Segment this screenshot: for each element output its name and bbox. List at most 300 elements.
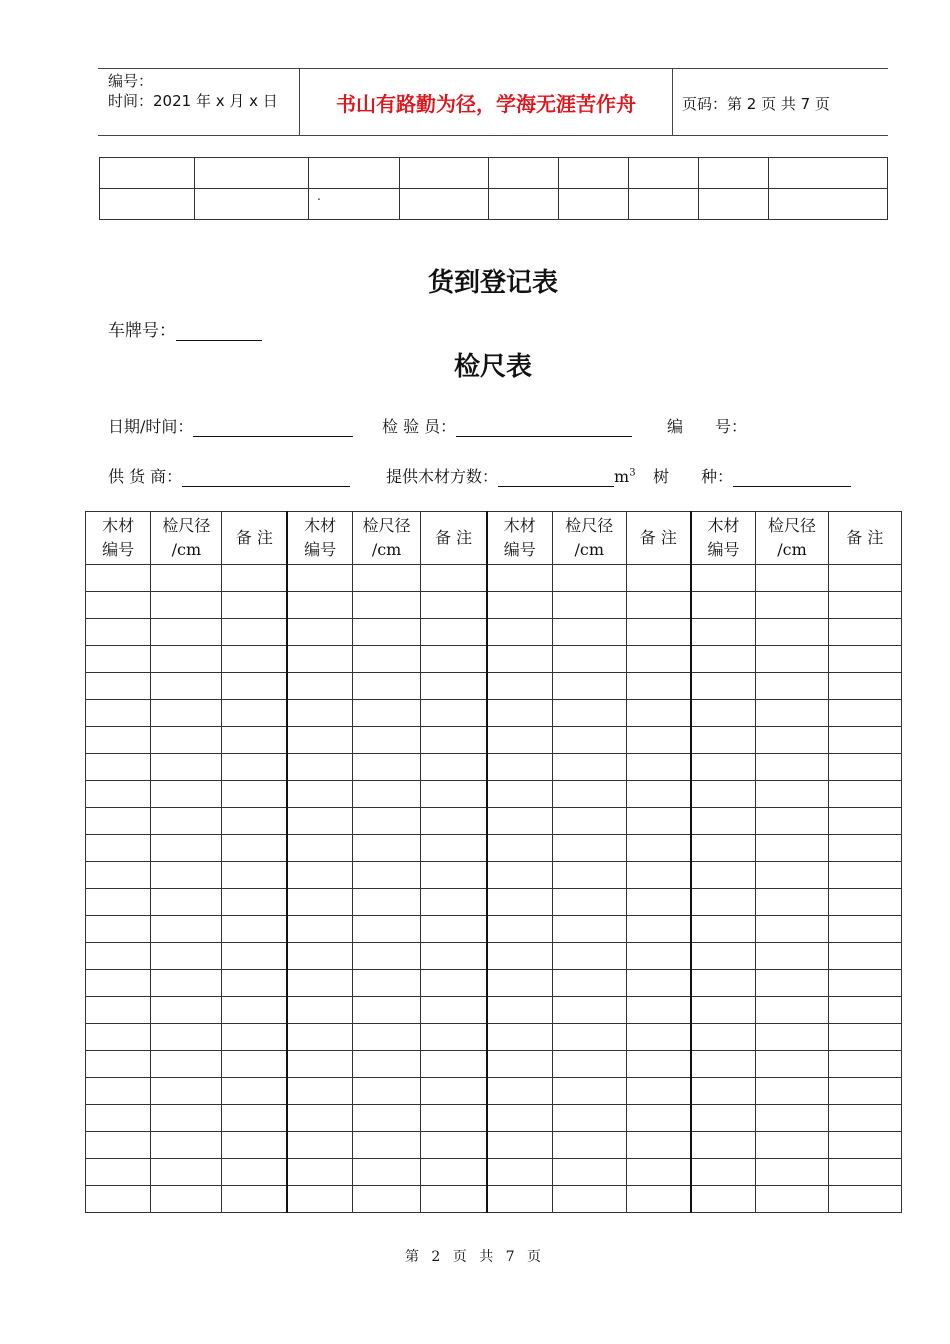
table-cell[interactable] bbox=[352, 700, 420, 727]
table-cell[interactable] bbox=[626, 1051, 690, 1078]
table-cell[interactable] bbox=[100, 158, 195, 189]
table-cell[interactable] bbox=[691, 754, 756, 781]
table-cell[interactable] bbox=[86, 1051, 151, 1078]
table-cell[interactable] bbox=[287, 1051, 352, 1078]
table-cell[interactable] bbox=[552, 970, 626, 997]
table-cell[interactable] bbox=[86, 889, 151, 916]
table-cell[interactable] bbox=[421, 889, 487, 916]
table-cell[interactable] bbox=[151, 1051, 222, 1078]
table-cell[interactable] bbox=[552, 1159, 626, 1186]
table-cell[interactable] bbox=[86, 619, 151, 646]
table-cell[interactable] bbox=[352, 835, 420, 862]
table-cell[interactable] bbox=[421, 1078, 487, 1105]
table-cell[interactable] bbox=[352, 916, 420, 943]
table-cell[interactable] bbox=[86, 673, 151, 700]
table-cell[interactable] bbox=[287, 1132, 352, 1159]
table-cell[interactable] bbox=[352, 1105, 420, 1132]
table-cell[interactable] bbox=[756, 673, 828, 700]
table-cell[interactable] bbox=[352, 943, 420, 970]
table-cell[interactable] bbox=[287, 1186, 352, 1213]
table-cell[interactable] bbox=[691, 673, 756, 700]
table-cell[interactable] bbox=[86, 997, 151, 1024]
table-cell[interactable] bbox=[489, 189, 559, 220]
table-cell[interactable] bbox=[86, 1024, 151, 1051]
table-cell[interactable] bbox=[86, 1132, 151, 1159]
table-cell[interactable] bbox=[86, 1186, 151, 1213]
table-cell[interactable] bbox=[421, 970, 487, 997]
table-cell[interactable] bbox=[756, 916, 828, 943]
table-cell[interactable] bbox=[828, 1024, 901, 1051]
table-cell[interactable] bbox=[828, 889, 901, 916]
date-input-line[interactable] bbox=[193, 418, 353, 437]
table-cell[interactable] bbox=[86, 1105, 151, 1132]
table-cell[interactable] bbox=[352, 1186, 420, 1213]
table-cell[interactable] bbox=[691, 1186, 756, 1213]
table-cell[interactable] bbox=[626, 1159, 690, 1186]
table-cell[interactable] bbox=[828, 997, 901, 1024]
table-cell[interactable] bbox=[421, 1024, 487, 1051]
table-cell[interactable] bbox=[287, 1159, 352, 1186]
table-cell[interactable] bbox=[828, 673, 901, 700]
table-cell[interactable] bbox=[552, 1078, 626, 1105]
table-cell[interactable] bbox=[151, 1186, 222, 1213]
table-cell[interactable] bbox=[352, 1159, 420, 1186]
table-cell[interactable] bbox=[489, 158, 559, 189]
table-cell[interactable] bbox=[756, 808, 828, 835]
table-cell[interactable] bbox=[151, 700, 222, 727]
table-cell[interactable] bbox=[222, 1159, 287, 1186]
table-cell[interactable] bbox=[222, 808, 287, 835]
table-cell[interactable] bbox=[287, 700, 352, 727]
table-cell[interactable] bbox=[691, 1078, 756, 1105]
table-cell[interactable] bbox=[352, 997, 420, 1024]
table-cell[interactable] bbox=[626, 943, 690, 970]
table-cell[interactable] bbox=[552, 1105, 626, 1132]
table-cell[interactable] bbox=[222, 835, 287, 862]
table-cell[interactable] bbox=[309, 158, 400, 189]
table-cell[interactable] bbox=[828, 1159, 901, 1186]
table-cell[interactable] bbox=[691, 1105, 756, 1132]
table-cell[interactable] bbox=[487, 889, 552, 916]
table-cell[interactable] bbox=[629, 189, 699, 220]
table-cell[interactable] bbox=[756, 1105, 828, 1132]
table-cell[interactable] bbox=[691, 835, 756, 862]
table-cell[interactable] bbox=[828, 781, 901, 808]
table-cell[interactable] bbox=[756, 754, 828, 781]
table-cell[interactable] bbox=[195, 189, 309, 220]
table-cell[interactable] bbox=[756, 619, 828, 646]
volume-input-line[interactable] bbox=[498, 468, 614, 487]
table-cell[interactable] bbox=[195, 158, 309, 189]
table-cell[interactable] bbox=[222, 673, 287, 700]
table-cell[interactable] bbox=[86, 1078, 151, 1105]
table-cell[interactable] bbox=[86, 646, 151, 673]
table-cell[interactable] bbox=[626, 727, 690, 754]
table-cell[interactable] bbox=[691, 808, 756, 835]
table-cell[interactable] bbox=[699, 158, 769, 189]
table-cell[interactable] bbox=[222, 1024, 287, 1051]
table-cell[interactable] bbox=[691, 1024, 756, 1051]
table-cell[interactable] bbox=[691, 1132, 756, 1159]
table-cell[interactable] bbox=[287, 970, 352, 997]
table-cell[interactable] bbox=[287, 889, 352, 916]
table-cell[interactable] bbox=[828, 646, 901, 673]
table-cell[interactable] bbox=[400, 189, 489, 220]
table-cell[interactable] bbox=[559, 158, 629, 189]
table-cell[interactable] bbox=[691, 1159, 756, 1186]
table-cell[interactable] bbox=[487, 943, 552, 970]
table-cell[interactable] bbox=[287, 727, 352, 754]
table-cell[interactable] bbox=[151, 754, 222, 781]
table-cell[interactable] bbox=[151, 1159, 222, 1186]
table-cell[interactable] bbox=[626, 619, 690, 646]
table-cell[interactable] bbox=[487, 1105, 552, 1132]
table-cell[interactable] bbox=[626, 700, 690, 727]
table-cell[interactable] bbox=[222, 619, 287, 646]
table-cell[interactable] bbox=[626, 1105, 690, 1132]
table-cell[interactable] bbox=[352, 592, 420, 619]
table-cell[interactable] bbox=[222, 1132, 287, 1159]
table-cell[interactable] bbox=[352, 1132, 420, 1159]
table-cell[interactable] bbox=[222, 565, 287, 592]
table-cell[interactable] bbox=[400, 158, 489, 189]
table-cell[interactable] bbox=[222, 592, 287, 619]
table-cell[interactable] bbox=[421, 1105, 487, 1132]
table-cell[interactable] bbox=[151, 970, 222, 997]
table-cell[interactable] bbox=[151, 592, 222, 619]
table-cell[interactable] bbox=[151, 889, 222, 916]
table-cell[interactable] bbox=[756, 1132, 828, 1159]
table-cell[interactable] bbox=[222, 727, 287, 754]
table-cell[interactable] bbox=[691, 943, 756, 970]
table-cell[interactable] bbox=[222, 889, 287, 916]
table-cell[interactable] bbox=[487, 997, 552, 1024]
table-cell[interactable] bbox=[828, 1105, 901, 1132]
table-cell[interactable] bbox=[222, 970, 287, 997]
table-cell[interactable] bbox=[552, 808, 626, 835]
table-cell[interactable] bbox=[756, 1186, 828, 1213]
inspector-input-line[interactable] bbox=[456, 418, 632, 437]
table-cell[interactable] bbox=[421, 673, 487, 700]
table-cell[interactable] bbox=[421, 700, 487, 727]
table-cell[interactable] bbox=[421, 646, 487, 673]
table-cell[interactable] bbox=[691, 916, 756, 943]
table-cell[interactable] bbox=[151, 835, 222, 862]
table-cell[interactable] bbox=[352, 889, 420, 916]
table-cell[interactable] bbox=[487, 619, 552, 646]
table-cell[interactable] bbox=[626, 592, 690, 619]
table-cell[interactable] bbox=[86, 700, 151, 727]
table-cell[interactable] bbox=[151, 1078, 222, 1105]
table-cell[interactable] bbox=[756, 700, 828, 727]
table-cell[interactable] bbox=[222, 1078, 287, 1105]
table-cell[interactable] bbox=[287, 943, 352, 970]
table-cell[interactable] bbox=[222, 997, 287, 1024]
table-cell[interactable] bbox=[352, 754, 420, 781]
table-cell[interactable] bbox=[756, 592, 828, 619]
table-cell[interactable] bbox=[626, 1132, 690, 1159]
table-cell[interactable] bbox=[222, 781, 287, 808]
table-cell[interactable] bbox=[828, 943, 901, 970]
table-cell[interactable] bbox=[287, 754, 352, 781]
table-cell[interactable] bbox=[487, 781, 552, 808]
table-cell[interactable] bbox=[421, 1051, 487, 1078]
table-cell[interactable] bbox=[828, 727, 901, 754]
table-cell[interactable] bbox=[421, 1159, 487, 1186]
table-cell[interactable] bbox=[487, 1132, 552, 1159]
table-cell[interactable] bbox=[222, 1051, 287, 1078]
table-cell[interactable] bbox=[352, 1078, 420, 1105]
table-cell[interactable] bbox=[828, 565, 901, 592]
table-cell[interactable] bbox=[421, 862, 487, 889]
table-cell[interactable] bbox=[222, 1105, 287, 1132]
table-cell[interactable] bbox=[100, 189, 195, 220]
table-cell[interactable] bbox=[626, 646, 690, 673]
table-cell[interactable] bbox=[691, 862, 756, 889]
table-cell[interactable] bbox=[352, 970, 420, 997]
table-cell[interactable] bbox=[828, 1051, 901, 1078]
table-cell[interactable] bbox=[287, 781, 352, 808]
table-cell[interactable] bbox=[552, 835, 626, 862]
table-cell[interactable] bbox=[552, 754, 626, 781]
table-cell[interactable] bbox=[287, 835, 352, 862]
table-cell[interactable] bbox=[86, 781, 151, 808]
table-cell[interactable] bbox=[487, 835, 552, 862]
table-cell[interactable] bbox=[552, 1132, 626, 1159]
table-cell[interactable] bbox=[626, 835, 690, 862]
table-cell[interactable] bbox=[756, 781, 828, 808]
table-cell[interactable] bbox=[352, 727, 420, 754]
table-cell[interactable] bbox=[828, 754, 901, 781]
table-cell[interactable] bbox=[86, 835, 151, 862]
table-cell[interactable] bbox=[552, 997, 626, 1024]
table-cell[interactable] bbox=[626, 862, 690, 889]
table-cell[interactable] bbox=[756, 889, 828, 916]
table-cell[interactable] bbox=[756, 565, 828, 592]
table-cell[interactable] bbox=[552, 592, 626, 619]
table-cell[interactable] bbox=[626, 916, 690, 943]
table-cell[interactable] bbox=[287, 808, 352, 835]
table-cell[interactable] bbox=[626, 970, 690, 997]
table-cell[interactable] bbox=[828, 916, 901, 943]
table-cell[interactable] bbox=[151, 1132, 222, 1159]
table-cell[interactable] bbox=[552, 889, 626, 916]
table-cell[interactable] bbox=[151, 1024, 222, 1051]
table-cell[interactable] bbox=[151, 808, 222, 835]
table-cell[interactable] bbox=[487, 916, 552, 943]
table-cell[interactable] bbox=[421, 835, 487, 862]
table-cell[interactable] bbox=[626, 754, 690, 781]
table-cell[interactable] bbox=[691, 727, 756, 754]
table-cell[interactable] bbox=[626, 781, 690, 808]
table-cell[interactable] bbox=[828, 808, 901, 835]
table-cell[interactable] bbox=[552, 646, 626, 673]
table-cell[interactable] bbox=[626, 1078, 690, 1105]
table-cell[interactable] bbox=[151, 565, 222, 592]
table-cell[interactable] bbox=[222, 646, 287, 673]
table-cell[interactable] bbox=[287, 1078, 352, 1105]
table-cell[interactable] bbox=[86, 943, 151, 970]
table-cell[interactable] bbox=[626, 808, 690, 835]
table-cell[interactable] bbox=[691, 1051, 756, 1078]
table-cell[interactable] bbox=[756, 1078, 828, 1105]
table-cell[interactable] bbox=[691, 646, 756, 673]
table-cell[interactable] bbox=[222, 754, 287, 781]
table-cell[interactable] bbox=[421, 727, 487, 754]
table-cell[interactable] bbox=[691, 970, 756, 997]
table-cell[interactable] bbox=[487, 754, 552, 781]
table-cell[interactable] bbox=[287, 916, 352, 943]
table-cell[interactable] bbox=[769, 189, 888, 220]
table-cell[interactable] bbox=[487, 970, 552, 997]
table-cell[interactable] bbox=[421, 754, 487, 781]
table-cell[interactable] bbox=[691, 997, 756, 1024]
table-cell[interactable] bbox=[287, 619, 352, 646]
table-cell[interactable] bbox=[756, 997, 828, 1024]
table-cell[interactable] bbox=[629, 158, 699, 189]
table-cell[interactable] bbox=[559, 189, 629, 220]
table-cell[interactable] bbox=[552, 727, 626, 754]
table-cell[interactable] bbox=[626, 997, 690, 1024]
table-cell[interactable] bbox=[151, 943, 222, 970]
table-cell[interactable] bbox=[352, 673, 420, 700]
table-cell[interactable] bbox=[828, 619, 901, 646]
table-cell[interactable] bbox=[487, 1186, 552, 1213]
table-cell[interactable] bbox=[699, 189, 769, 220]
table-cell[interactable] bbox=[352, 565, 420, 592]
table-cell[interactable] bbox=[421, 592, 487, 619]
table-cell[interactable] bbox=[222, 1186, 287, 1213]
table-cell[interactable] bbox=[487, 727, 552, 754]
table-cell[interactable] bbox=[828, 1186, 901, 1213]
table-cell[interactable] bbox=[552, 565, 626, 592]
table-cell[interactable] bbox=[552, 862, 626, 889]
table-cell[interactable] bbox=[756, 646, 828, 673]
table-cell[interactable] bbox=[222, 916, 287, 943]
table-cell[interactable] bbox=[86, 808, 151, 835]
table-cell[interactable] bbox=[352, 619, 420, 646]
table-cell[interactable] bbox=[756, 727, 828, 754]
table-cell[interactable] bbox=[691, 781, 756, 808]
table-cell[interactable] bbox=[828, 592, 901, 619]
table-cell[interactable] bbox=[352, 646, 420, 673]
table-cell[interactable] bbox=[828, 1078, 901, 1105]
table-cell[interactable] bbox=[691, 700, 756, 727]
table-cell[interactable] bbox=[626, 1024, 690, 1051]
table-cell[interactable] bbox=[828, 835, 901, 862]
table-cell[interactable] bbox=[691, 619, 756, 646]
table-cell[interactable] bbox=[487, 1159, 552, 1186]
table-cell[interactable] bbox=[86, 592, 151, 619]
table-cell[interactable] bbox=[626, 889, 690, 916]
table-cell[interactable] bbox=[421, 1132, 487, 1159]
table-cell[interactable] bbox=[151, 916, 222, 943]
table-cell[interactable] bbox=[756, 835, 828, 862]
table-cell[interactable] bbox=[421, 916, 487, 943]
table-cell[interactable] bbox=[552, 781, 626, 808]
table-cell[interactable] bbox=[552, 1024, 626, 1051]
table-cell[interactable] bbox=[86, 862, 151, 889]
table-cell[interactable] bbox=[287, 1105, 352, 1132]
table-cell[interactable] bbox=[626, 1186, 690, 1213]
table-cell[interactable] bbox=[552, 1051, 626, 1078]
table-cell[interactable] bbox=[487, 565, 552, 592]
table-cell[interactable] bbox=[352, 808, 420, 835]
table-cell[interactable] bbox=[421, 997, 487, 1024]
table-cell[interactable] bbox=[86, 727, 151, 754]
table-cell[interactable] bbox=[691, 889, 756, 916]
table-cell[interactable] bbox=[552, 673, 626, 700]
table-cell[interactable] bbox=[86, 1159, 151, 1186]
table-cell[interactable] bbox=[86, 916, 151, 943]
table-cell[interactable] bbox=[552, 619, 626, 646]
table-cell[interactable] bbox=[352, 1024, 420, 1051]
table-cell[interactable] bbox=[828, 1132, 901, 1159]
table-cell[interactable] bbox=[287, 862, 352, 889]
table-cell[interactable] bbox=[421, 943, 487, 970]
table-cell[interactable] bbox=[487, 862, 552, 889]
table-cell[interactable] bbox=[487, 1024, 552, 1051]
table-cell[interactable] bbox=[421, 781, 487, 808]
table-cell[interactable] bbox=[487, 646, 552, 673]
table-cell[interactable] bbox=[769, 158, 888, 189]
table-cell[interactable] bbox=[222, 862, 287, 889]
table-cell[interactable] bbox=[421, 808, 487, 835]
table-cell[interactable] bbox=[691, 565, 756, 592]
table-cell[interactable] bbox=[86, 970, 151, 997]
table-cell[interactable] bbox=[756, 1051, 828, 1078]
table-cell[interactable] bbox=[151, 1105, 222, 1132]
table-cell[interactable] bbox=[487, 1078, 552, 1105]
table-cell[interactable] bbox=[222, 943, 287, 970]
table-cell[interactable] bbox=[151, 646, 222, 673]
table-cell[interactable] bbox=[222, 700, 287, 727]
table-cell[interactable] bbox=[352, 1051, 420, 1078]
table-cell[interactable] bbox=[828, 700, 901, 727]
table-cell[interactable] bbox=[487, 592, 552, 619]
table-cell[interactable] bbox=[421, 619, 487, 646]
table-cell[interactable] bbox=[828, 862, 901, 889]
supplier-input-line[interactable] bbox=[182, 468, 350, 487]
table-cell[interactable] bbox=[487, 808, 552, 835]
table-cell[interactable] bbox=[626, 673, 690, 700]
table-cell[interactable] bbox=[552, 1186, 626, 1213]
table-cell[interactable] bbox=[287, 1024, 352, 1051]
table-cell[interactable] bbox=[287, 646, 352, 673]
table-cell[interactable] bbox=[287, 565, 352, 592]
table-cell[interactable] bbox=[287, 673, 352, 700]
table-cell[interactable] bbox=[151, 619, 222, 646]
table-cell[interactable] bbox=[487, 673, 552, 700]
table-cell[interactable] bbox=[151, 727, 222, 754]
table-cell[interactable] bbox=[487, 700, 552, 727]
table-cell[interactable] bbox=[552, 943, 626, 970]
table-cell[interactable] bbox=[487, 1051, 552, 1078]
table-cell[interactable] bbox=[756, 1024, 828, 1051]
table-cell[interactable] bbox=[756, 862, 828, 889]
table-cell[interactable] bbox=[421, 565, 487, 592]
table-cell[interactable] bbox=[86, 754, 151, 781]
table-cell[interactable] bbox=[86, 565, 151, 592]
table-cell[interactable] bbox=[756, 1159, 828, 1186]
table-cell[interactable] bbox=[309, 189, 400, 220]
table-cell[interactable] bbox=[287, 997, 352, 1024]
table-cell[interactable] bbox=[552, 916, 626, 943]
plate-input-line[interactable] bbox=[176, 322, 262, 341]
table-cell[interactable] bbox=[352, 781, 420, 808]
table-cell[interactable] bbox=[151, 862, 222, 889]
table-cell[interactable] bbox=[151, 997, 222, 1024]
